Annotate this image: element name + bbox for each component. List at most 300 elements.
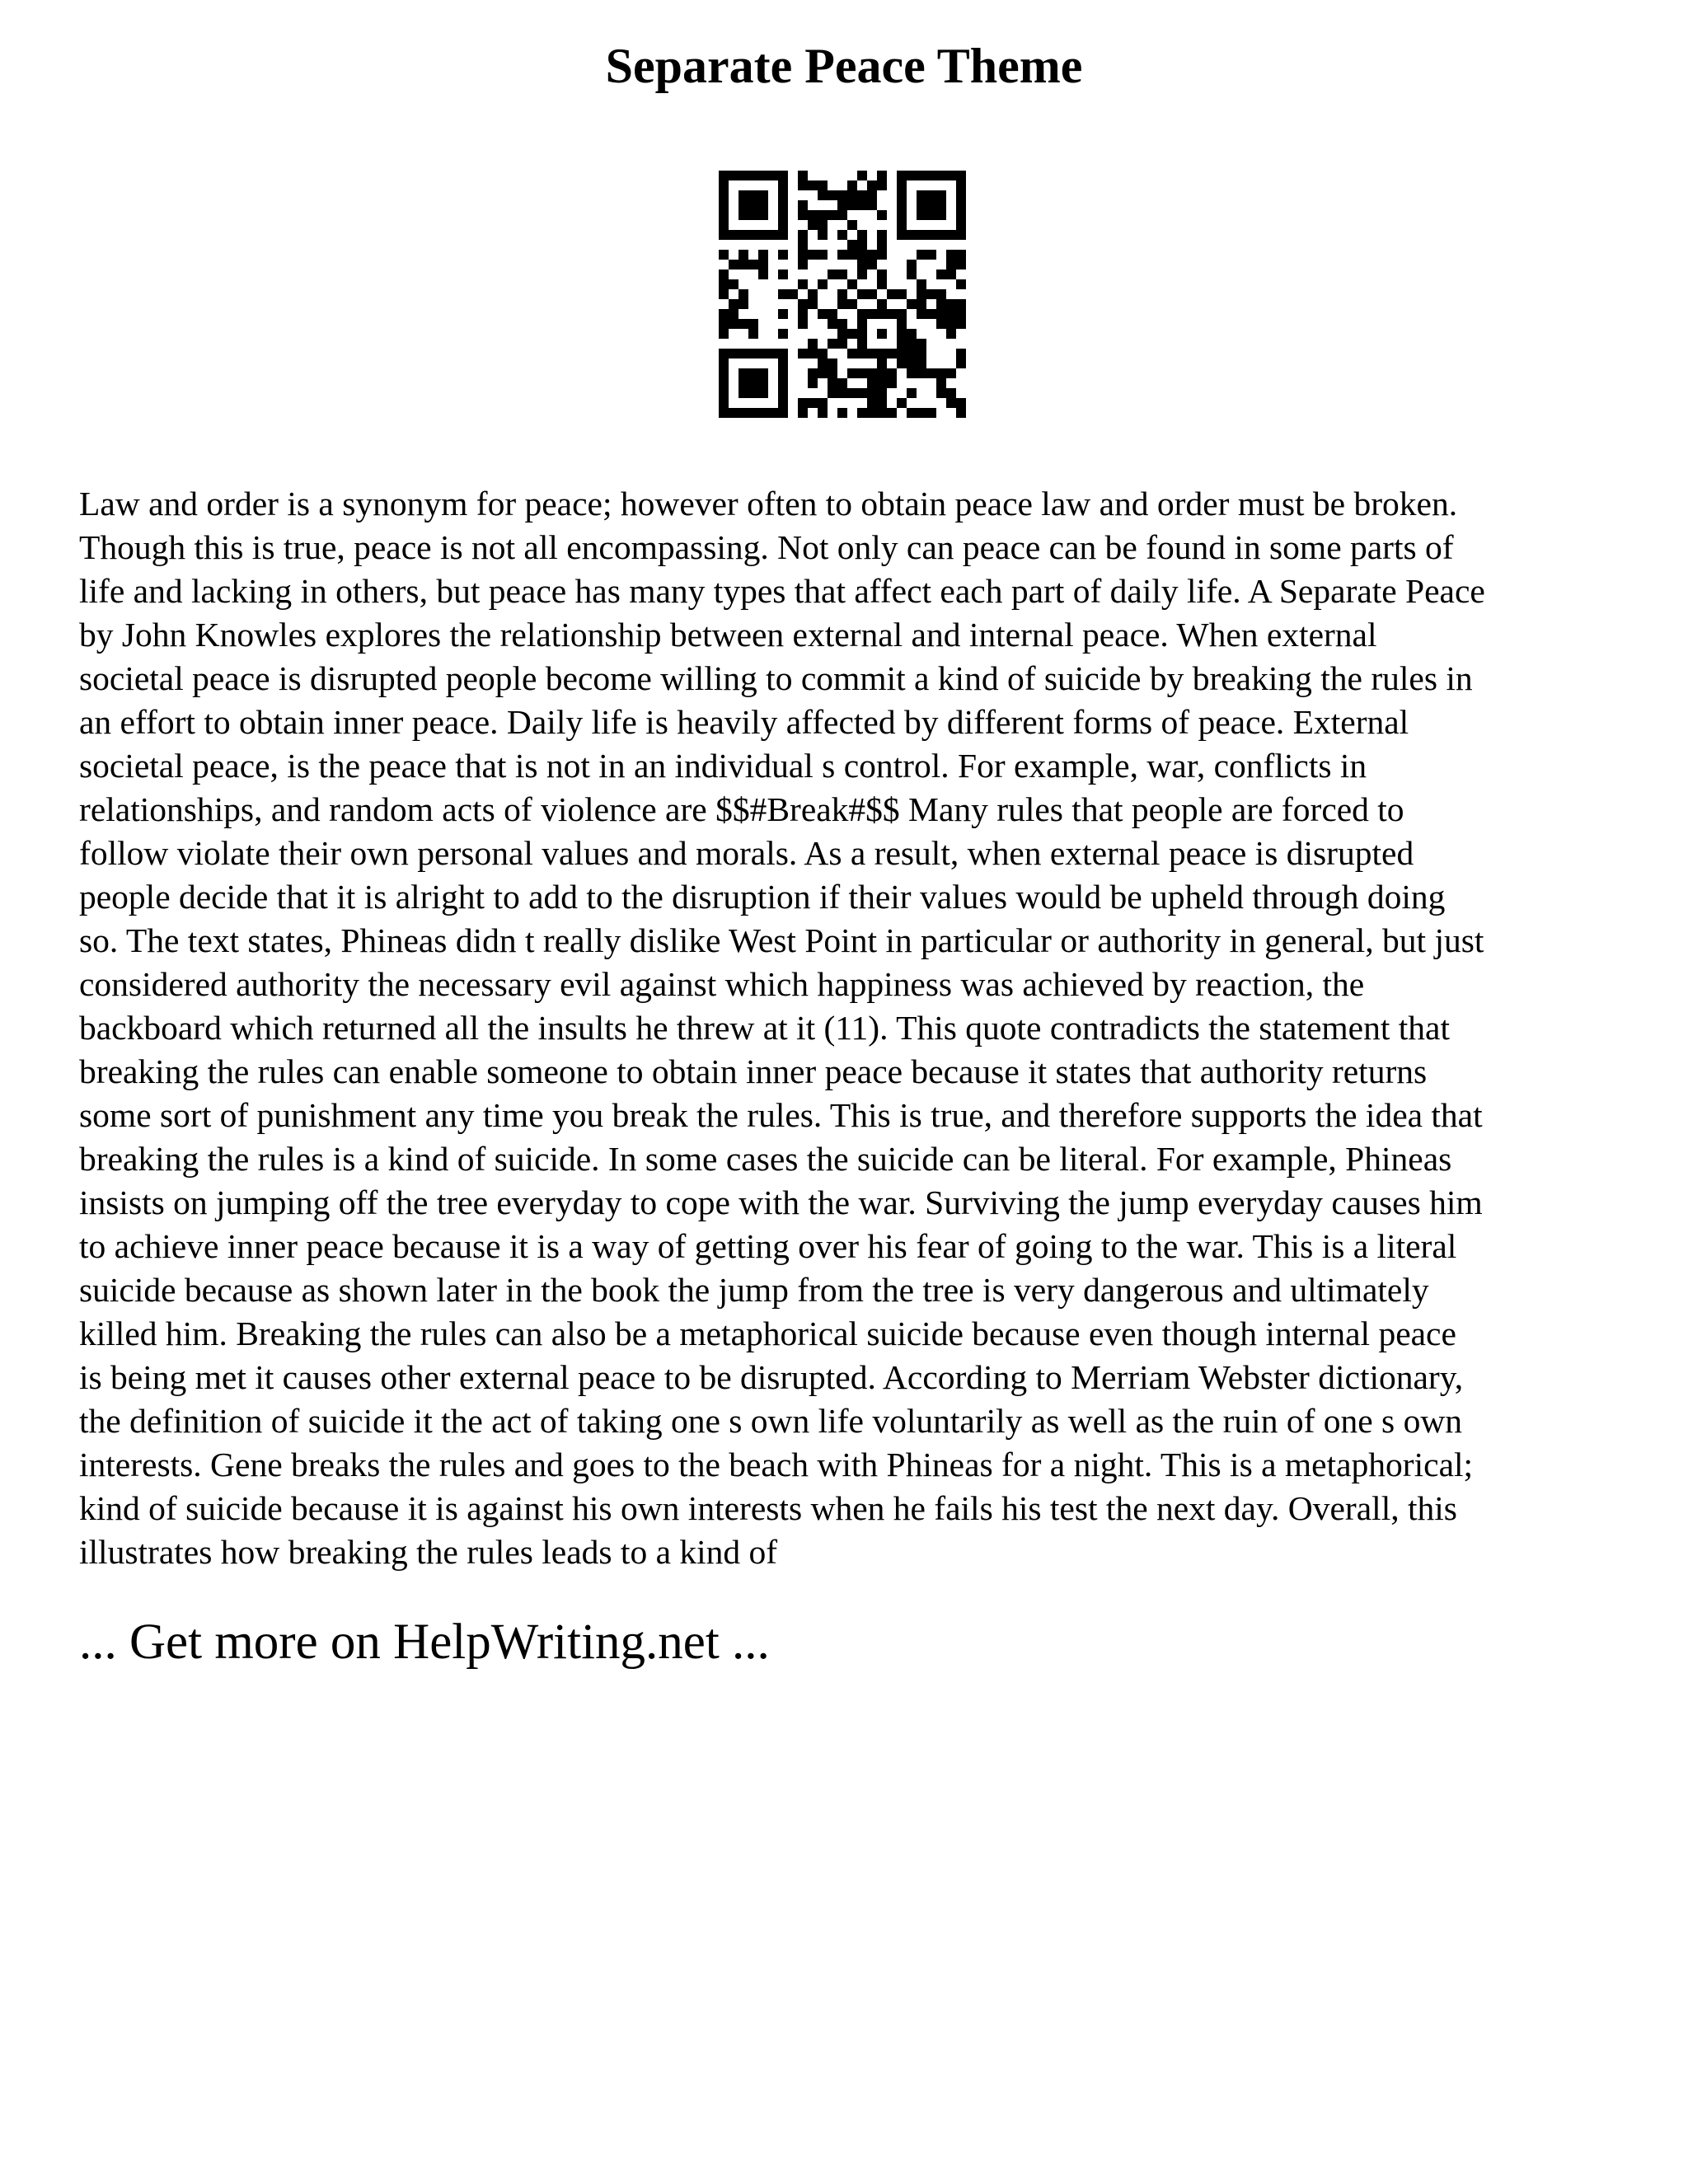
qr-module	[778, 190, 788, 200]
qr-module	[778, 220, 788, 230]
qr-module	[729, 171, 738, 180]
qr-module	[818, 220, 828, 230]
qr-module	[956, 260, 966, 269]
qr-module	[748, 329, 758, 339]
qr-module	[867, 408, 877, 418]
qr-module	[877, 398, 887, 408]
qr-module	[828, 368, 837, 378]
qr-module	[837, 319, 847, 329]
qr-module	[748, 378, 758, 388]
qr-module	[837, 269, 847, 279]
qr-module	[936, 319, 946, 329]
qr-module	[956, 279, 966, 289]
qr-module	[808, 210, 818, 220]
qr-module	[758, 388, 768, 398]
qr-module	[778, 200, 788, 210]
qr-module	[917, 408, 926, 418]
qr-module	[719, 250, 729, 260]
qr-module	[907, 349, 917, 359]
qr-module	[926, 230, 936, 240]
qr-module	[956, 250, 966, 260]
qr-module	[857, 319, 867, 329]
qr-module	[798, 279, 808, 289]
essay-body	[79, 482, 1629, 1574]
qr-module	[917, 289, 926, 299]
qr-module	[877, 378, 887, 388]
qr-module	[738, 299, 748, 309]
qr-module	[778, 250, 788, 260]
qr-module	[917, 190, 926, 200]
qr-module	[808, 349, 818, 359]
qr-module	[936, 368, 946, 378]
qr-module	[798, 408, 808, 418]
qr-module	[857, 230, 867, 240]
qr-module	[729, 309, 738, 319]
qr-module	[857, 171, 867, 180]
qr-module	[778, 230, 788, 240]
qr-module	[917, 368, 926, 378]
qr-module	[738, 388, 748, 398]
essay-line: people decide that it is alright to add to the disruption if their values would be upheld through doing	[79, 878, 1446, 916]
qr-module	[758, 269, 768, 279]
qr-module	[837, 190, 847, 200]
qr-module	[907, 359, 917, 368]
qr-module	[847, 279, 857, 289]
qr-module	[897, 220, 907, 230]
qr-module	[847, 349, 857, 359]
qr-module	[808, 220, 818, 230]
qr-module	[926, 289, 936, 299]
qr-module	[828, 269, 837, 279]
qr-module	[946, 250, 956, 260]
essay-line: backboard which returned all the insults he threw at it (11). This quote contradicts the statement that	[79, 1009, 1450, 1047]
qr-module	[837, 388, 847, 398]
qr-module	[917, 210, 926, 220]
qr-module	[837, 210, 847, 220]
qr-module	[907, 368, 917, 378]
qr-module	[847, 180, 857, 190]
qr-module	[719, 408, 729, 418]
qr-module	[719, 319, 729, 329]
qr-module	[877, 408, 887, 418]
qr-module	[808, 368, 818, 378]
qr-module	[828, 319, 837, 329]
qr-module	[857, 339, 867, 349]
qr-module	[847, 190, 857, 200]
qr-module	[877, 250, 887, 260]
qr-module	[748, 349, 758, 359]
essay-line: suicide because as shown later in the book the jump from the tree is very dangerous and ultimately	[79, 1271, 1429, 1309]
qr-module	[828, 339, 837, 349]
qr-module	[778, 180, 788, 190]
essay-line: relationships, and random acts of violence are $$#Break#$$ Many rules that people are forced to	[79, 790, 1404, 828]
qr-module	[847, 220, 857, 230]
qr-module	[917, 309, 926, 319]
qr-module	[956, 180, 966, 190]
qr-module	[877, 230, 887, 240]
qr-module	[837, 408, 847, 418]
qr-module	[808, 299, 818, 309]
qr-module	[956, 200, 966, 210]
essay-line: life and lacking in others, but peace has many types that affect each part of daily life. A Separate Peace	[79, 572, 1485, 610]
qr-module	[956, 349, 966, 359]
qr-module	[818, 349, 828, 359]
qr-module	[748, 408, 758, 418]
qr-module	[867, 200, 877, 210]
qr-module	[847, 299, 857, 309]
qr-module	[778, 171, 788, 180]
qr-module	[956, 210, 966, 220]
qr-module	[798, 309, 808, 319]
qr-module	[847, 250, 857, 260]
qr-module	[857, 329, 867, 339]
essay-line: considered authority the necessary evil against which happiness was achieved by reaction, the	[79, 965, 1365, 1003]
qr-module	[748, 171, 758, 180]
qr-module	[768, 230, 778, 240]
qr-module	[808, 250, 818, 260]
qr-module	[897, 359, 907, 368]
qr-module	[758, 200, 768, 210]
qr-module	[719, 180, 729, 190]
qr-module	[946, 269, 956, 279]
qr-module	[956, 190, 966, 200]
qr-module	[867, 250, 877, 260]
qr-module	[778, 329, 788, 339]
qr-module	[936, 299, 946, 309]
essay-line: by John Knowles explores the relationship between external and internal peace. When external	[79, 616, 1377, 654]
get-more-link[interactable]: ... Get more on HelpWriting.net ...	[79, 1615, 770, 1670]
qr-module	[729, 408, 738, 418]
qr-module	[719, 269, 729, 279]
qr-module	[917, 230, 926, 240]
essay-line: an effort to obtain inner peace. Daily life is heavily affected by different forms of peace. External	[79, 703, 1409, 741]
qr-module	[877, 279, 887, 289]
qr-module	[847, 368, 857, 378]
qr-module	[917, 299, 926, 309]
qr-code-icon	[719, 171, 966, 418]
qr-module	[867, 368, 877, 378]
qr-module	[956, 230, 966, 240]
qr-module	[897, 210, 907, 220]
qr-module	[897, 349, 907, 359]
qr-module	[798, 230, 808, 240]
qr-module	[738, 230, 748, 240]
qr-module	[778, 349, 788, 359]
qr-module	[956, 309, 966, 319]
qr-module	[798, 250, 808, 260]
qr-module	[719, 329, 729, 339]
qr-module	[936, 190, 946, 200]
qr-module	[867, 260, 877, 269]
qr-module	[738, 319, 748, 329]
qr-module	[907, 408, 917, 418]
qr-module	[877, 349, 887, 359]
qr-module	[719, 378, 729, 388]
qr-module	[936, 269, 946, 279]
qr-module	[897, 230, 907, 240]
qr-module	[798, 240, 808, 250]
essay-line: the definition of suicide it the act of taking one s own life voluntarily as well as the ruin of one s own	[79, 1402, 1463, 1440]
essay-line: to achieve inner peace because it is a way of getting over his fear of going to the war. This is a literal	[79, 1227, 1457, 1265]
qr-module	[857, 349, 867, 359]
qr-module	[837, 200, 847, 210]
qr-module	[917, 339, 926, 349]
qr-module	[778, 289, 788, 299]
qr-module	[907, 230, 917, 240]
qr-module	[798, 260, 808, 269]
qr-module	[887, 368, 897, 378]
qr-module	[877, 171, 887, 180]
qr-module	[857, 250, 867, 260]
qr-module	[847, 388, 857, 398]
qr-module	[897, 190, 907, 200]
qr-module	[818, 368, 828, 378]
qr-module	[956, 220, 966, 230]
qr-module	[738, 250, 748, 260]
qr-module	[907, 260, 917, 269]
qr-module	[877, 329, 887, 339]
qr-module	[887, 378, 897, 388]
qr-module	[936, 171, 946, 180]
qr-module	[847, 329, 857, 339]
qr-module	[907, 329, 917, 339]
qr-module	[798, 349, 808, 359]
qr-module	[719, 349, 729, 359]
qr-module	[857, 309, 867, 319]
qr-module	[897, 329, 907, 339]
qr-module	[828, 359, 837, 368]
qr-module	[837, 250, 847, 260]
qr-module	[719, 398, 729, 408]
qr-module	[738, 378, 748, 388]
essay-line: Though this is true, peace is not all encompassing. Not only can peace can be found in some parts of	[79, 528, 1454, 566]
qr-module	[758, 260, 768, 269]
qr-module	[818, 359, 828, 368]
qr-module	[738, 408, 748, 418]
qr-module	[847, 240, 857, 250]
qr-module	[936, 289, 946, 299]
essay-line: breaking the rules can enable someone to obtain inner peace because it states that authority returns	[79, 1052, 1428, 1090]
qr-module	[798, 398, 808, 408]
qr-module	[818, 180, 828, 190]
qr-module	[748, 230, 758, 240]
qr-module	[818, 230, 828, 240]
qr-module	[877, 359, 887, 368]
qr-module	[897, 309, 907, 319]
qr-module	[738, 260, 748, 269]
qr-module	[867, 349, 877, 359]
qr-module	[758, 230, 768, 240]
page-title: Separate Peace Theme	[605, 39, 1083, 93]
qr-module	[719, 230, 729, 240]
qr-module	[758, 368, 768, 378]
qr-module	[946, 230, 956, 240]
qr-module	[917, 171, 926, 180]
qr-module	[956, 171, 966, 180]
qr-module	[897, 289, 907, 299]
qr-module	[926, 368, 936, 378]
qr-module	[877, 309, 887, 319]
qr-module	[907, 388, 917, 398]
qr-module	[719, 279, 729, 289]
qr-module	[867, 309, 877, 319]
qr-module	[719, 171, 729, 180]
qr-module	[828, 309, 837, 319]
qr-module	[936, 200, 946, 210]
qr-module	[828, 378, 837, 388]
qr-module	[758, 378, 768, 388]
qr-module	[738, 368, 748, 378]
qr-module	[897, 171, 907, 180]
qr-module	[719, 289, 729, 299]
qr-module	[857, 269, 867, 279]
qr-module	[738, 289, 748, 299]
qr-module	[926, 200, 936, 210]
qr-module	[857, 260, 867, 269]
qr-module	[729, 319, 738, 329]
qr-module	[857, 368, 867, 378]
qr-module	[857, 388, 867, 398]
qr-module	[818, 408, 828, 418]
qr-module	[857, 200, 867, 210]
essay-line: killed him. Breaking the rules can also be a metaphorical suicide because even though internal peace	[79, 1315, 1456, 1352]
qr-module	[936, 210, 946, 220]
qr-module	[936, 378, 946, 388]
qr-module	[926, 190, 936, 200]
qr-module	[877, 299, 887, 309]
qr-module	[857, 190, 867, 200]
qr-module	[758, 349, 768, 359]
qr-module	[917, 250, 926, 260]
qr-module	[758, 210, 768, 220]
qr-module	[778, 359, 788, 368]
qr-module	[719, 309, 729, 319]
qr-module	[719, 359, 729, 368]
qr-module	[867, 388, 877, 398]
qr-module	[719, 388, 729, 398]
qr-module	[946, 299, 956, 309]
qr-module	[778, 378, 788, 388]
qr-module	[956, 359, 966, 368]
qr-module	[778, 368, 788, 378]
qr-module	[877, 210, 887, 220]
qr-module	[719, 368, 729, 378]
qr-module	[877, 180, 887, 190]
qr-module	[748, 200, 758, 210]
qr-module	[907, 299, 917, 309]
qr-module	[778, 269, 788, 279]
qr-module	[808, 289, 818, 299]
qr-module	[867, 378, 877, 388]
qr-module	[729, 260, 738, 269]
qr-module	[738, 210, 748, 220]
qr-module	[897, 398, 907, 408]
qr-module	[887, 289, 897, 299]
essay-line: follow violate their own personal values and morals. As a result, when external peace is disrupted	[79, 834, 1414, 872]
qr-module	[748, 319, 758, 329]
essay-line: so. The text states, Phineas didn t really dislike West Point in particular or authority in general, but just	[79, 921, 1484, 959]
qr-module	[877, 240, 887, 250]
qr-module	[818, 190, 828, 200]
qr-module	[798, 200, 808, 210]
qr-module	[946, 388, 956, 398]
qr-module	[778, 388, 788, 398]
qr-module	[738, 200, 748, 210]
qr-module	[897, 339, 907, 349]
qr-module	[828, 210, 837, 220]
qr-module	[729, 349, 738, 359]
qr-module	[956, 408, 966, 418]
qr-module	[808, 398, 818, 408]
essay-line: illustrates how breaking the rules leads to a kind of	[79, 1533, 778, 1571]
essay-line: insists on jumping off the tree everyday to cope with the war. Surviving the jump everyday causes him	[79, 1183, 1483, 1221]
qr-module	[946, 260, 956, 269]
qr-module	[946, 368, 956, 378]
qr-module	[897, 180, 907, 190]
qr-module	[837, 329, 847, 339]
qr-module	[867, 180, 877, 190]
qr-module	[748, 190, 758, 200]
qr-module	[719, 220, 729, 230]
qr-module	[768, 171, 778, 180]
qr-module	[917, 200, 926, 210]
qr-module	[729, 279, 738, 289]
qr-module	[758, 408, 768, 418]
essay-line: some sort of punishment any time you break the rules. This is true, and therefore supports the idea that	[79, 1096, 1483, 1134]
qr-module	[748, 260, 758, 269]
qr-module	[877, 269, 887, 279]
qr-module	[837, 299, 847, 309]
qr-module	[808, 180, 818, 190]
qr-module	[837, 378, 847, 388]
qr-module	[926, 408, 936, 418]
qr-module	[798, 319, 808, 329]
qr-module	[738, 190, 748, 200]
essay-line: societal peace, is the peace that is not in an individual s control. For example, war, conflicts in	[79, 747, 1367, 785]
qr-module	[956, 398, 966, 408]
qr-module	[917, 349, 926, 359]
qr-module	[778, 398, 788, 408]
qr-module	[956, 299, 966, 309]
qr-module	[808, 339, 818, 349]
qr-module	[867, 398, 877, 408]
qr-module	[897, 319, 907, 329]
qr-module	[887, 309, 897, 319]
qr-module	[738, 171, 748, 180]
essay-line: is being met it causes other external peace to be disrupted. According to Merriam Webster dictionary,	[79, 1358, 1464, 1396]
qr-module	[778, 210, 788, 220]
qr-module	[946, 329, 956, 339]
qr-module	[748, 368, 758, 378]
qr-module	[719, 200, 729, 210]
qr-module	[798, 180, 808, 190]
qr-module	[926, 210, 936, 220]
qr-module	[936, 388, 946, 398]
qr-module	[818, 279, 828, 289]
qr-module	[758, 250, 768, 260]
qr-module	[788, 289, 798, 299]
qr-module	[738, 349, 748, 359]
qr-module	[946, 309, 956, 319]
qr-module	[798, 299, 808, 309]
qr-module	[768, 349, 778, 359]
qr-module	[877, 388, 887, 398]
qr-module	[907, 269, 917, 279]
qr-module	[748, 210, 758, 220]
qr-module	[758, 190, 768, 200]
qr-module	[946, 171, 956, 180]
qr-module	[926, 171, 936, 180]
